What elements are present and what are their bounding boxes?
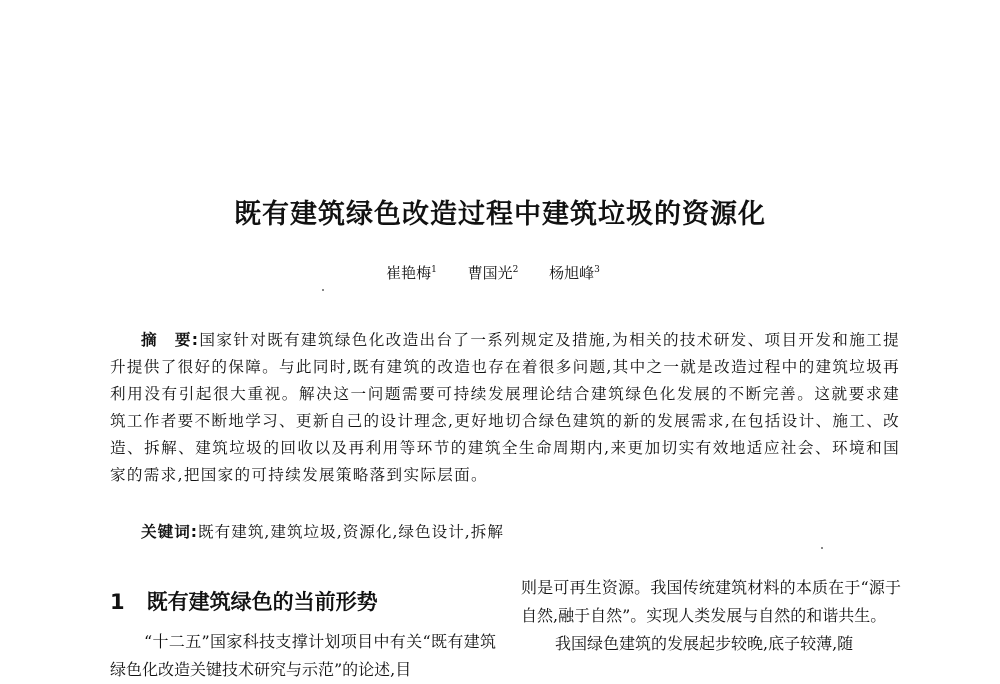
paper-title: 既有建筑绿色改造过程中建筑垃圾的资源化 (234, 199, 766, 230)
keywords-text: 既有建筑,建筑垃圾,资源化,绿色设计,拆解 (198, 523, 504, 541)
left-column-paragraph: “十二五”国家科技支撑计划项目中有关“既有建筑绿色化改造关键技术研究与示范”的论述,目 (110, 632, 496, 679)
author-affiliation-mark: 1 (431, 265, 437, 275)
section-number: 1 (110, 590, 125, 614)
right-column-paragraph: 则是可再生资源。我国传统建筑材料的本质在于“源于自然,融于自然”。实现人类发展与自然的和谐共生。 (521, 578, 901, 625)
abstract (110, 327, 900, 489)
scan-speck (322, 289, 324, 291)
abstract-label: 摘 要: (141, 331, 200, 349)
author-name: 曹国光 (467, 264, 513, 282)
author-affiliation-mark: 2 (512, 265, 519, 275)
author-name: 杨旭峰 (549, 264, 595, 282)
keywords-label: 关键词: (141, 523, 199, 541)
section-heading (110, 586, 378, 616)
right-column (521, 574, 901, 658)
abstract-text: 国家针对既有建筑绿色化改造出台了一系列规定及措施,为相关的技术研发、项目开发和施工提升提供了很好的保障。与此同时,既有建筑的改造也存在着很多问题,其中之一就是改造过程中的建筑垃圾再利用没有引起很大重视。解决这一问题需要可持续发展理论结合建筑绿色化发展的不断完善。这就要求建筑工作者要不断地学习、更新自己的设计理念,更好地切合绿色建筑的新的发展需求,在包括设计、施工、改造、拆解、建筑垃圾的回收以及再利用等环节的建筑全生命周期内,来更加切实有效地适应社会、环境和国家的需求,把国家的可持续发展策略落到实际层面。 (110, 331, 900, 484)
section-title: 既有建筑绿色的当前形势 (146, 590, 378, 614)
author-name: 崔艳梅 (386, 264, 432, 282)
author-affiliation-mark: 3 (594, 265, 600, 275)
right-column-paragraph: 我国绿色建筑的发展起步较晚,底子较薄,随 (555, 634, 854, 653)
author-list (0, 262, 1000, 283)
scan-speck (821, 547, 823, 549)
keywords (141, 520, 504, 542)
